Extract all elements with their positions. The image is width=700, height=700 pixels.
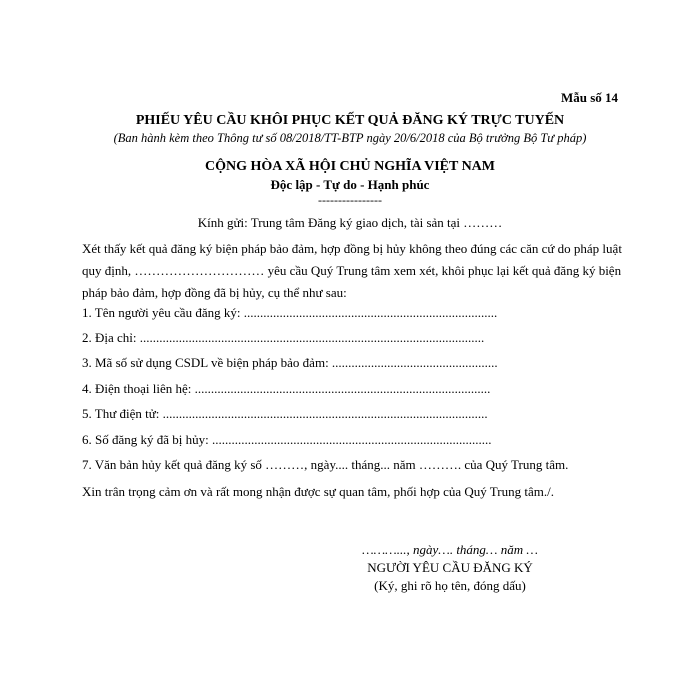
national-heading: CỘNG HÒA XÃ HỘI CHỦ NGHĨA VIỆT NAM [204, 159, 495, 174]
field-email: 5. Thư điện tử: .................................................................................................... [82, 406, 488, 421]
signature-note: (Ký, ghi rõ họ tên, đóng dấu) [374, 578, 526, 593]
intro-paragraph: Xét thấy kết quả đăng ký biện pháp bảo đảm, hợp đồng bị hủy không theo đúng các căn cứ do pháp luật quy định, ………………………… yêu cầu Quý Trung tâm xem xét, khôi phục lại kết quả đăng ký biện pháp bảo đảm, hợp đồng đã bị hủy, cụ thể như sau: [82, 241, 622, 300]
field-address: 2. Địa chỉ: .......................................................................................................... [82, 330, 485, 345]
form-number: Mẫu số 14 [560, 90, 618, 105]
addressee: Kính gửi: Trung tâm Đăng ký giao dịch, tài sản tại ……… [197, 215, 503, 230]
document-subtitle: (Ban hành kèm theo Thông tư số 08/2018/TT-BTP ngày 20/6/2018 của Bộ trưởng Bộ Tư pháp) [113, 131, 587, 145]
field-cancellation-document: 7. Văn bản hủy kết quả đăng ký số ………, ngày.... tháng... năm ………. của Quý Trung tâm. [82, 457, 569, 472]
signature-role: NGƯỜI YÊU CẦU ĐĂNG KÝ [367, 560, 533, 575]
field-cancelled-registration-number: 6. Số đăng ký đã bị hủy: ...................................................................................... [82, 432, 492, 447]
field-requester-name: 1. Tên người yêu cầu đăng ký: .............................................................................. [82, 305, 498, 320]
signature-date: ………..., ngày…. tháng… năm … [362, 542, 538, 557]
national-motto: Độc lập - Tự do - Hạnh phúc [270, 177, 430, 192]
document-title: PHIẾU YÊU CẦU KHÔI PHỤC KẾT QUẢ ĐĂNG KÝ TRỰC TUYẾN [135, 113, 565, 128]
heading-separator: ---------------- [318, 193, 382, 207]
field-database-code: 3. Mã số sử dụng CSDL về biện pháp bảo đảm: ................................................... [82, 355, 498, 370]
closing-sentence: Xin trân trọng cảm ơn và rất mong nhận được sự quan tâm, phối hợp của Quý Trung tâm./. [82, 484, 554, 499]
field-phone: 4. Điện thoại liên hệ: ........................................................................................... [82, 381, 491, 396]
